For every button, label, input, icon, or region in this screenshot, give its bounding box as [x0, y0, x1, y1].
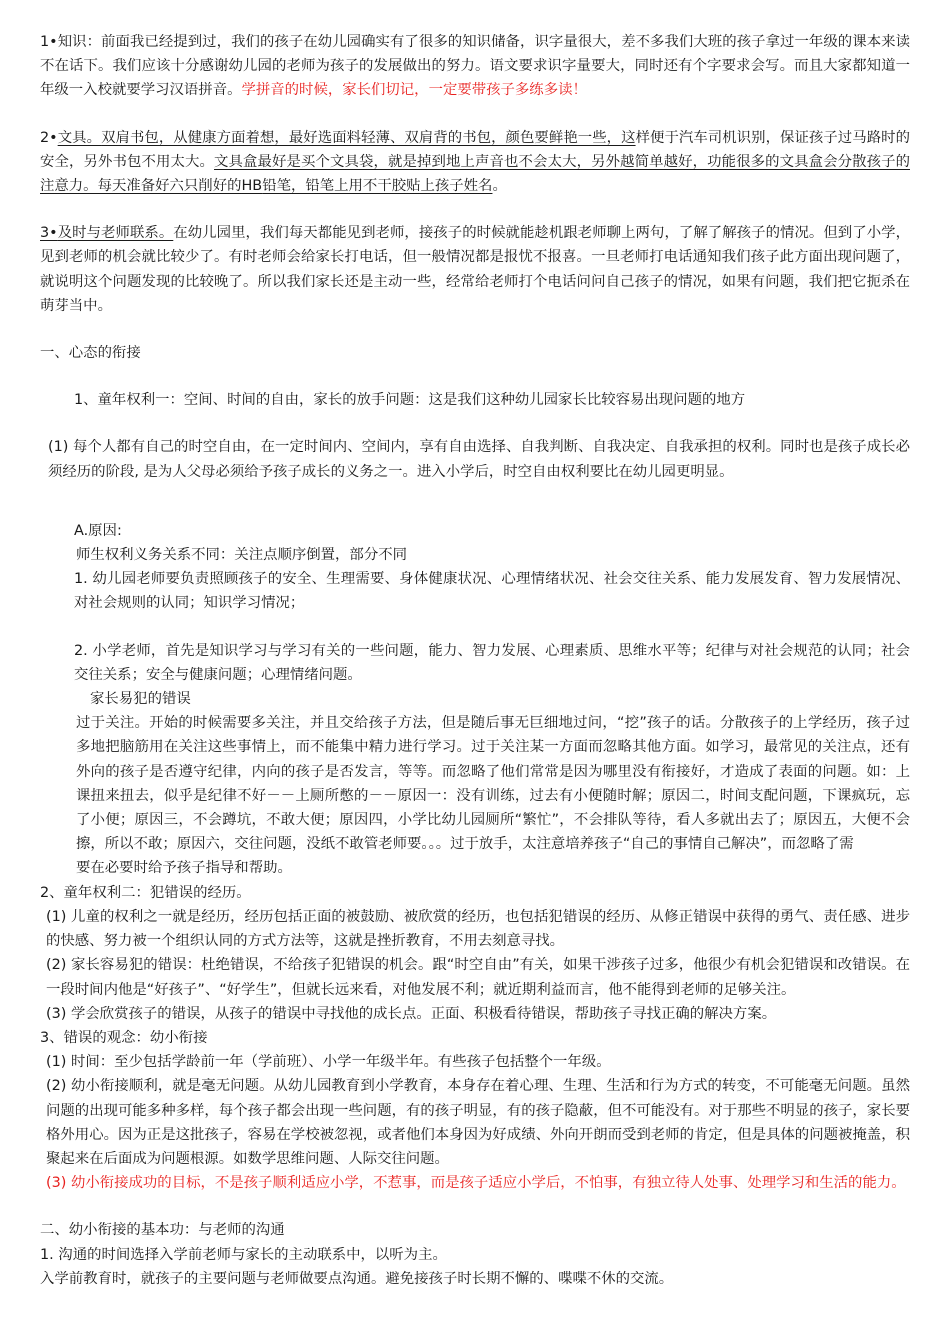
point-2-stationery — [40, 126, 910, 199]
point-heading: 及时与老师联系。 — [57, 225, 174, 242]
point-number: 2• — [40, 129, 58, 146]
list-item: (2) 家长容易犯的错误：杜绝错误，不给孩子犯错误的机会。跟“时空自由”有关，如果干涉孩子过多，他很少有机会犯错误和改错误。在一段时间内他是“好孩子”、“好学生”，但就长远来看，对他发展不利；就近期利益而言，他不能得到老师的足够关注。 — [46, 957, 910, 998]
highlighted-note: (3) 幼小衔接成功的目标，不是孩子顺利适应小学，不惹事，而是孩子适应小学后，不怕事，有独立待人处事、处理学习和生活的能力。 — [46, 1175, 906, 1192]
subsection-heading: 3、错误的观念：幼小衔接 — [40, 1029, 208, 1046]
list-item: (1) 时间：至少包括学龄前一年（学前班）、小学一年级半年。有些孩子包括整个一年级。 — [46, 1054, 611, 1071]
underlined-text: 文具盒最好是买个文具袋，就是掉到地上声音也不会太大，另外越简单越好，功能很多的文具盒会分散孩子的注意力。每天准备好六只削好的 — [40, 153, 910, 195]
underlined-text: 双肩书包，从健康方面着想，最好选面料轻薄、双肩背的书包，颜色要鲜艳一些，这 — [101, 129, 636, 146]
subsection-heading: 1、童年权利一：空间、时间的自由，家长的放手问题：这是我们这种幼儿园家长比较容易出现问题的地方 — [74, 392, 746, 409]
section-heading: 一、心态的衔接 — [40, 345, 141, 362]
paragraph-text: 在幼儿园里，我们每天都能见到老师，接孩子的时候就能趁机跟老师聊上两句，了解了解孩子的情况。但到了小学，见到老师的机会就比较少了。有时老师会给家长打电话，但一般情况都是报忧不报喜。一旦老师打电话通知我们孩子此方面出现问题了，就说明这个问题发现的比较晚了。所以我们家长还是主动一些，经常给老师打个电话问问自己孩子的情况，如果有问题，我们把它扼杀在萌芽当中。 — [40, 225, 910, 314]
point-number: 3• — [40, 225, 58, 242]
paragraph-text: 过于关注。开始的时候需要多关注，并且交给孩子方法，但是随后事无巨细地过问，“挖”孩子的话。分散孩子的上学经历，孩子过多地把脑筋用在关注这些事情上，而不能集中精力进行学习。过于关注某一方面而忽略其他方面。如学习，最常见的关注点，还有外向的孩子是否遵守纪律，内向的孩子是否发言，等等。而忽略了他们常常是因为哪里没有衔接好，才造成了表面的问题。如：上课扭来扭去，似乎是纪律不好－－上厕所憋的－－原因一：没有训练，过去有小便随时解；原因二，时间支配问题，下课疯玩，忘了小便；原因三，不会蹲坑，不敢大便；原因四，小学比幼儿园厕所“繁忙”，不会排队等待，看人多就出去了；原因五，大便不会擦，所以不敢；原因六，交往问题，没纸不敢管老师要。。。过于放手，太注意培养孩子“自己的事情自己解决”，而忽略了需 — [76, 715, 910, 853]
paragraph-text: 知识：前面我已经提到过，我们的孩子在幼儿园确实有了很多的知识储备，识字量很大，差不多我们大班的孩子拿过一年级的课本来读不在话下。我们应该十分感谢幼儿园的老师为孩子的发展做出的努力。语文要求识字量要大，同时还有个字要求会写。而且大家都知道一年级一入校就要学习汉语拼音。 — [40, 34, 910, 99]
reason-label: A.原因: — [74, 522, 122, 539]
subsection-heading: 2、童年权利二：犯错误的经历。 — [40, 884, 251, 901]
document-body — [40, 30, 910, 1291]
reason-item: 2. 小学老师，首先是知识学习与学习有关的一些问题，能力、智力发展、心理素质、思维水平等；纪律与对社会规范的认同；社会交往关系；安全与健康问题；心理情绪问题。 — [74, 642, 910, 683]
subheading: 家长易犯的错误 — [90, 691, 191, 708]
point-3-contact-teacher — [40, 221, 910, 318]
paragraph-text: 。 — [492, 178, 507, 195]
paragraph-text: (1) 每个人都有自己的时空自由，在一定时间内、空间内，享有自由选择、自我判断、自我决定、自我承担的权利。同时也是孩子成长必须经历的阶段, 是为人父母必须给予孩子成长的义务之一。进入小学后，时空自由权利要比在幼儿园更明显。 — [48, 439, 910, 480]
section-heading: 二、幼小衔接的基本功：与老师的沟通 — [40, 1222, 285, 1239]
list-item: (3) 学会欣赏孩子的错误，从孩子的错误中寻找他的成长点。正面、积极看待错误，帮助孩子寻找正确的解决方案。 — [46, 1005, 777, 1022]
underlined-text: HB — [241, 178, 263, 195]
paragraph-text: 入学前教育时，就孩子的主要问题与老师做要点沟通。避免接孩子时长期不懈的、喋喋不休的交流。 — [40, 1270, 674, 1287]
point-heading: 文具。 — [57, 129, 102, 146]
list-item: 1. 沟通的时间选择入学前老师与家长的主动联系中，以听为主。 — [40, 1246, 447, 1263]
list-item: (2) 幼小衔接顺利，就是毫无问题。从幼儿园教育到小学教育，本身存在着心理、生理、生活和行为方式的转变，不可能毫无问题。虽然问题的出现可能多种多样，每个孩子都会出现一些问题，有的孩子明显，有的孩子隐蔽，但不可能没有。对于那些不明显的孩子，家长要格外用心。因为正是这批孩子，容易在学校被忽视，或者他们本身因为好成绩、外向开朗而受到老师的肯定，但是具体的问题被掩盖，积聚起来在后面成为问题根源。如数学思维问题、人际交往问题。 — [46, 1078, 910, 1167]
point-number: 1• — [40, 34, 58, 50]
point-1-knowledge — [40, 30, 910, 103]
paragraph-text: 要在必要时给予孩子指导和帮助。 — [76, 860, 292, 877]
underlined-text: 铅笔，铅笔上用不干胶贴上孩子姓名 — [262, 178, 493, 195]
highlighted-note: 学拼音的时候，家长们切记，一定要带孩子多练多读！ — [241, 82, 587, 99]
list-item: (1) 儿童的权利之一就是经历，经历包括正面的被鼓励、被欣赏的经历，也包括犯错误的经历、从修正错误中获得的勇气、责任感、进步的快感、努力被一个组织认同的方式方法等，这就是挫折教育，不用去刻意寻找。 — [46, 908, 910, 950]
reason-item: 1. 幼儿园老师要负责照顾孩子的安全、生理需要、身体健康状况、心理情绪状况、社会交往关系、能力发展发育、智力发展情况、对社会规则的认同；知识学习情况； — [74, 571, 910, 612]
reason-intro: 师生权利义务关系不同：关注点顺序倒置，部分不同 — [76, 547, 407, 564]
paragraph-text: 样便于汽车司机识别，保证孩子过马路时的安全，另外书包不用太大。 — [40, 129, 910, 170]
